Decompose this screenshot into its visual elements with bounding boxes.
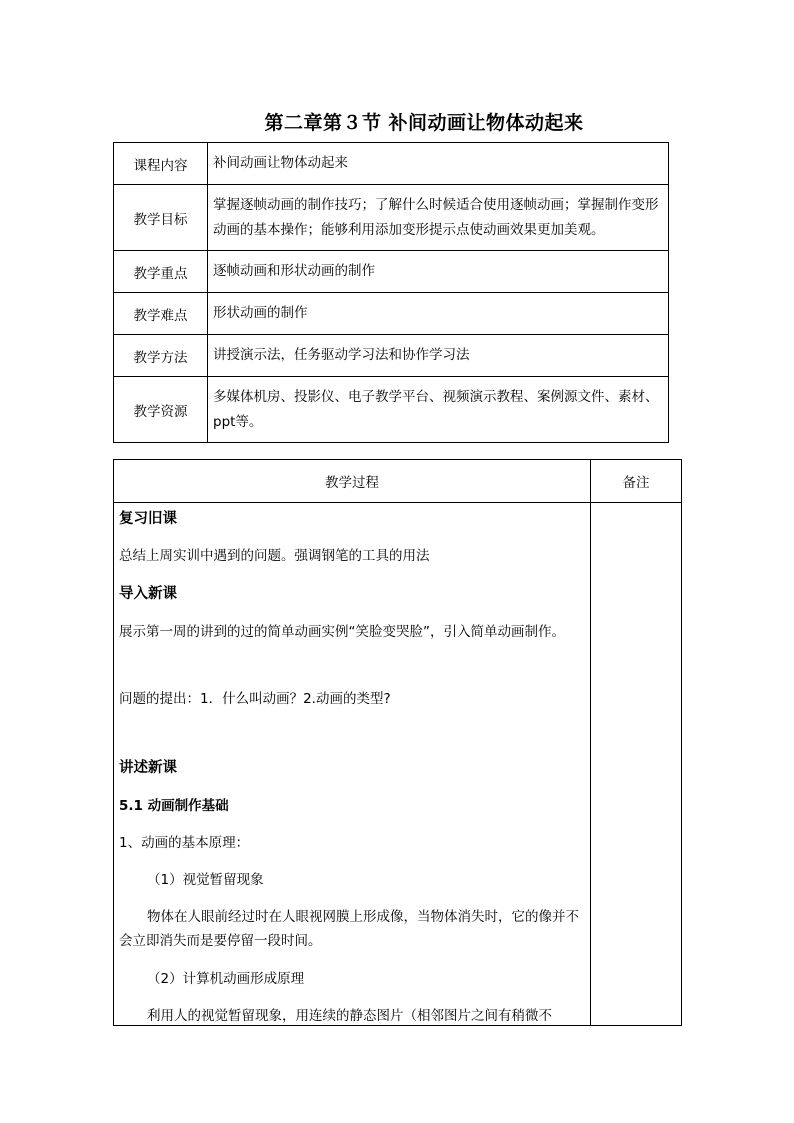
info-label: 教学重点 [114,251,208,293]
info-label: 教学目标 [114,185,208,251]
info-label: 课程内容 [114,143,208,185]
info-value: 逐帧动画和形状动画的制作 [208,251,669,293]
info-row-key-points [114,251,669,293]
info-label: 教学方法 [114,335,208,377]
info-row-resources [114,377,669,443]
paragraph: 问题的提出：1．什么叫动画？2.动画的类型? [119,691,391,707]
info-row-content [114,143,669,185]
info-value: 形状动画的制作 [208,293,669,335]
paragraph: （1）视觉暂留现象 [147,872,264,888]
process-header-row [114,460,682,503]
remark-content [591,503,682,1026]
paragraph: 总结上周实训中遇到的问题。强调钢笔的工具的用法 [119,548,430,564]
process-column-header: 教学过程 [114,460,591,503]
lesson-info-table [113,142,669,443]
section-heading-review: 复习旧课 [119,511,177,527]
remark-column-header: 备注 [591,460,682,503]
info-value: 掌握逐帧动画的制作技巧；了解什么时候适合使用逐帧动画；掌握制作变形动画的基本操作；能够利用添加变形提示点使动画效果更加美观。 [208,185,669,251]
page-title: 第二章第３节 补间动画让物体动起来 [264,112,584,134]
paragraph: （2）计算机动画形成原理 [147,971,305,987]
info-label: 教学难点 [114,293,208,335]
info-label: 教学资源 [114,377,208,443]
section-heading-new-lesson: 讲述新课 [119,760,177,776]
section-heading-intro: 导入新课 [119,586,177,602]
info-value: 多媒体机房、投影仪、电子教学平台、视频演示教程、案例源文件、素材、ppt等。 [208,377,669,443]
process-content [114,503,591,1026]
info-row-objectives [114,185,669,251]
paragraph: 1、动画的基本原理： [119,835,250,851]
info-value: 讲授演示法，任务驱动学习法和协作学习法 [208,335,669,377]
teaching-process-table [113,459,682,1026]
paragraph: 物体在人眼前经过时在人眼视网膜上形成像，当物体消失时，它的像并不会立即消失而是要停留一段时间。 [119,909,579,949]
paragraph: 展示第一周的讲到的过的简单动画实例“笑脸变哭脸”，引入简单动画制作。 [119,624,565,640]
subsection-heading: 5.1 动画制作基础 [119,798,229,814]
info-value: 补间动画让物体动起来 [208,143,669,185]
info-row-difficulties [114,293,669,335]
paragraph: 利用人的视觉暂留现象，用连续的静态图片（相邻图片之间有稍微不 [147,1008,552,1024]
process-body-row [114,503,682,1026]
info-row-methods [114,335,669,377]
